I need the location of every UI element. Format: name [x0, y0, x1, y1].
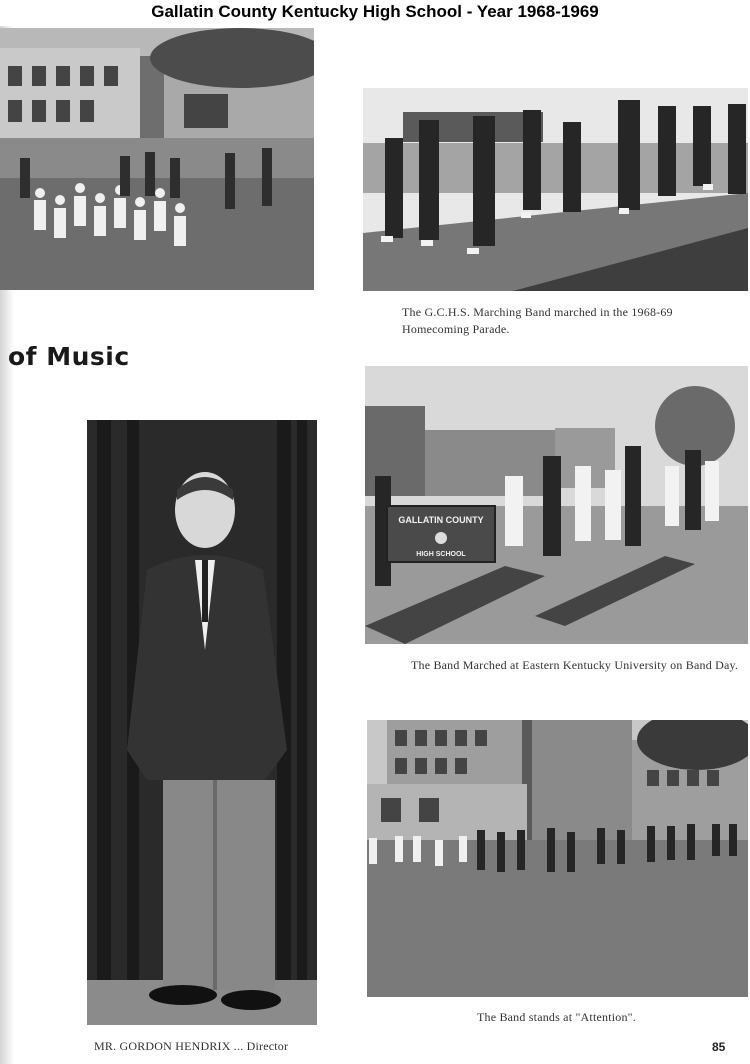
photo-director-portrait [87, 420, 317, 1025]
photo-marching-band-parade [363, 88, 748, 291]
photo-band-day [365, 366, 748, 644]
page-header: Gallatin County Kentucky High School - Year 1968-1969 [151, 2, 599, 21]
caption-marching-band-parade: The G.C.H.S. Marching Band marched in the 1968-69 Homecoming Parade. [402, 305, 673, 336]
caption-director: MR. GORDON HENDRIX ... Director [94, 1039, 289, 1053]
caption-band-attention: The Band stands at "Attention". [477, 1010, 636, 1024]
section-title: of Music [8, 342, 130, 371]
banner-line-1: GALLATIN COUNTY [398, 515, 484, 525]
caption-band-day: The Band Marched at Eastern Kentucky University on Band Day. [411, 658, 739, 672]
banner-line-2: HIGH SCHOOL [416, 551, 466, 558]
photo-band-at-school [0, 28, 314, 290]
photo-band-attention [367, 720, 748, 997]
page-number: 85 [712, 1040, 726, 1054]
